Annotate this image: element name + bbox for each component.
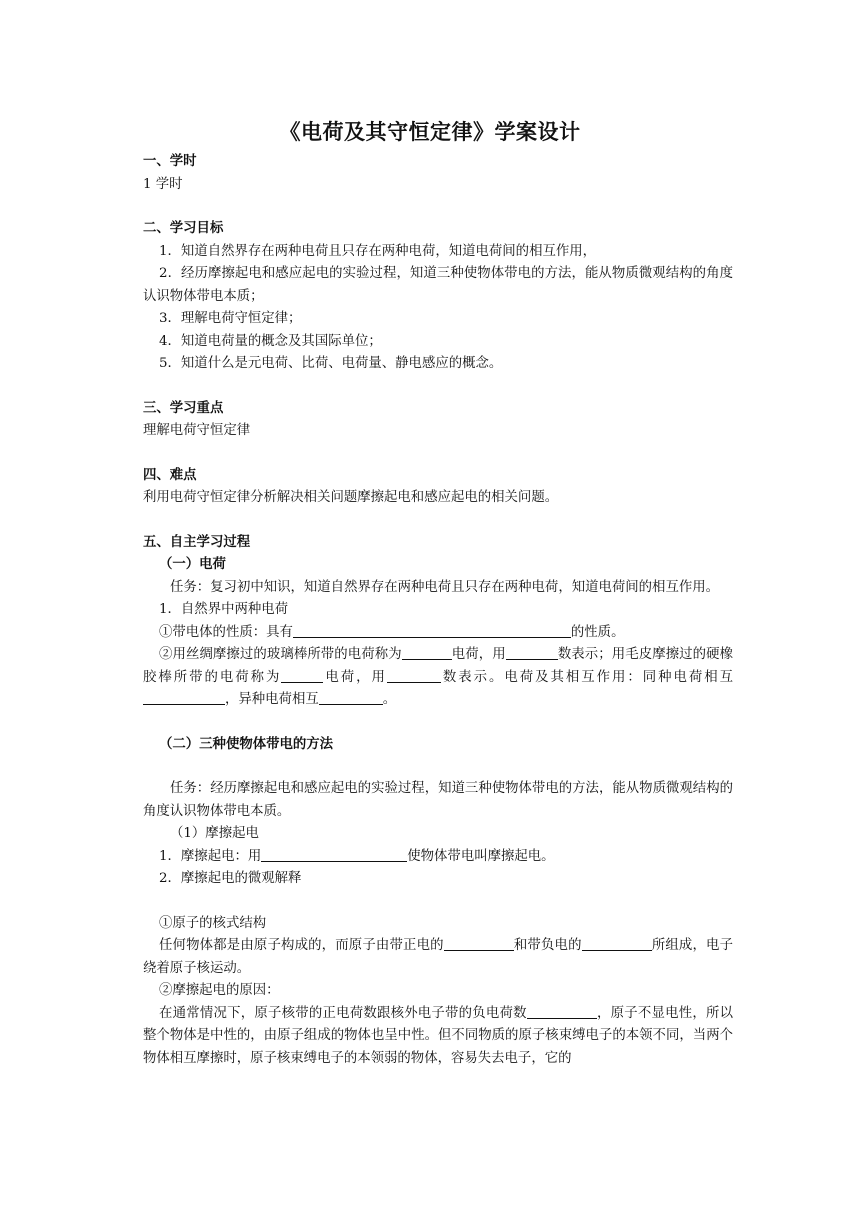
objective-item: 3．理解电荷守恒定律； <box>159 311 302 326</box>
class-hours-text: 1 学时 <box>143 176 183 192</box>
friction-cause-paragraph: 在通常情况下，原子核带的正电荷数跟核外电子带的负电荷数 ，原子不显电性，所以整个物体是中性的，由原子组成的物体也呈中性。但不同物质的原子核束缚电子的本领不同，当两个物体相互摩擦时，原子核束缚电子的本领弱的物体，容易失去电子，它的 <box>143 1005 734 1066</box>
section-heading-self-study: 五、自主学习过程 <box>143 534 251 550</box>
key-points-text: 理解电荷守恒定律 <box>143 423 251 438</box>
part-friction-charging: （1）摩擦起电 <box>170 826 259 841</box>
fill-blank[interactable] <box>261 847 407 862</box>
subsection-heading-charge: （一）电荷 <box>159 557 226 572</box>
atom-structure-heading: ①原子的核式结构 <box>159 915 267 931</box>
document-body <box>143 151 733 1070</box>
fill-blank[interactable] <box>143 690 225 705</box>
point-two-charges: 1．自然界中两种电荷 <box>159 602 289 617</box>
document-title: 《电荷及其守恒定律》学案设计 <box>279 120 581 144</box>
fill-blank[interactable] <box>582 936 652 951</box>
micro-explanation-heading: 2．摩擦起电的微观解释 <box>159 871 302 886</box>
section-heading-difficulties: 四、难点 <box>143 467 197 483</box>
objective-item: 1．知道自然界存在两种电荷且只存在两种电荷，知道电荷间的相互作用， <box>159 243 597 259</box>
atom-structure-paragraph: 任何物体都是由原子构成的，而原子由带正电的 和带负电的 所组成，电子绕着原子核运动。 <box>143 938 733 976</box>
fill-blank[interactable] <box>527 1004 597 1019</box>
section-heading-objectives: 二、学习目标 <box>143 221 224 236</box>
friction-charging-definition: 1．摩擦起电：用 使物体带电叫摩擦起电。 <box>159 848 555 864</box>
fill-blank[interactable] <box>387 668 441 683</box>
objective-item: 4．知道电荷量的概念及其国际单位； <box>159 333 382 349</box>
fill-blank[interactable] <box>293 623 571 638</box>
objective-item: 2．经历摩擦起电和感应起电的实验过程，知道三种使物体带电的方法，能从物质微观结构的角度认识物体带电本质； <box>143 266 733 304</box>
section-heading-class-hours: 一、学时 <box>143 154 197 169</box>
charge-types-paragraph: ②用丝绸摩擦过的玻璃棒所带的电荷称为 电荷，用 数表示；用毛皮摩擦过的硬橡胶棒所带的电荷称为 电荷，用 数表示。电荷及其相互作用：同种电荷相互，异种电荷相互 。 <box>143 647 734 707</box>
fill-blank[interactable] <box>319 690 383 705</box>
fill-blank[interactable] <box>506 645 558 660</box>
fill-blank[interactable] <box>281 668 323 683</box>
fill-blank[interactable] <box>402 645 452 660</box>
subsection-heading-charging-methods: （二）三种使物体带电的方法 <box>159 736 334 752</box>
task-text: 任务：经历摩擦起电和感应起电的实验过程，知道三种使物体带电的方法，能从物质微观结构的角度认识物体带电本质。 <box>143 781 733 819</box>
fill-blank[interactable] <box>444 936 514 951</box>
charged-body-property: ①带电体的性质：具有 的性质。 <box>159 624 625 640</box>
section-heading-key-points: 三、学习重点 <box>143 400 224 416</box>
difficulties-text: 利用电荷守恒定律分析解决相关问题摩擦起电和感应起电的相关问题。 <box>143 490 559 505</box>
objective-item: 5．知道什么是元电荷、比荷、电荷量、静电感应的概念。 <box>159 356 503 371</box>
friction-cause-heading: ②摩擦起电的原因： <box>159 983 280 998</box>
task-text: 任务：复习初中知识，知道自然界存在两种电荷且只存在两种电荷，知道电荷间的相互作用。 <box>170 579 720 595</box>
